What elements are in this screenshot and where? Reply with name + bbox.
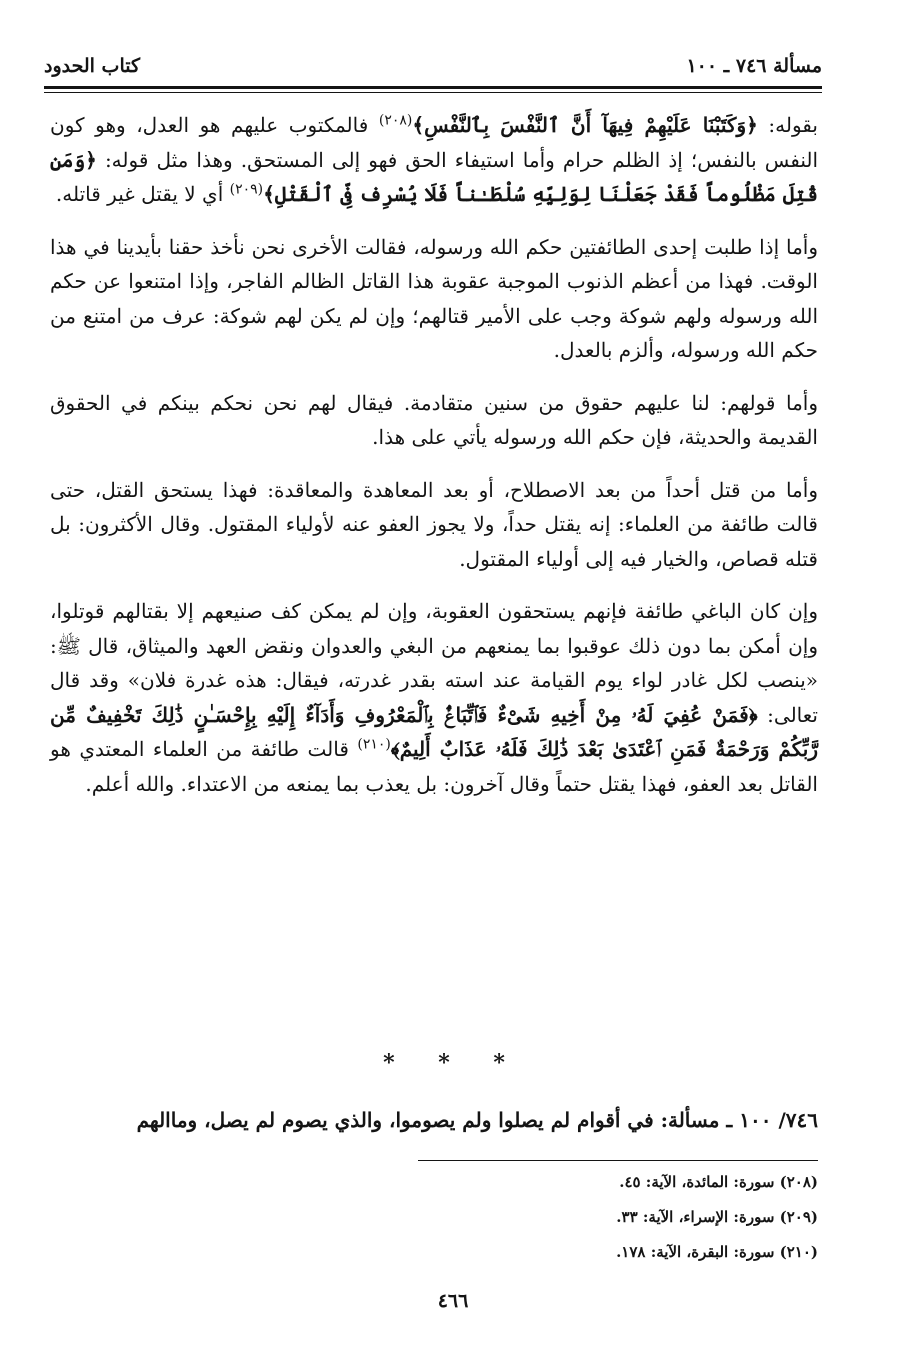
- quran-verse: ﴿وَمَن قُتِلَ مَظْلُوماً فَقَدْ جَعَلْنَا لِوَلِيِّهِ سُلْطَـٰناً فَلَا يُسْرِف فِّى ٱلْقَتْلِ﴾: [50, 147, 818, 206]
- footnote-208: (٢٠٨) سورة: المائدة، الآية: ٤٥.: [619, 1173, 818, 1191]
- footnote-210: (٢١٠) سورة: البقرة، الآية: ١٧٨.: [616, 1243, 818, 1261]
- text-run: وأما إذا طلبت إحدى الطائفتين حكم الله ورسوله، فقالت الأخرى نحن نأخذ حقنا بأيدينا في هذا الوقت. فهذا من أعظم الذنوب الموجبة عقوبة هذا القاتل الظالم الفاجر، وإذا امتنعوا عن حكم الله ورسوله ولهم شوكة وجب على الأمير قتالهم؛ وإن لم يكن لهم شوكة: عرف من امتنع من حكم الله ورسوله، وألزم بالعدل.: [50, 234, 818, 362]
- footnote-rule: [418, 1160, 818, 1161]
- footnote-ref: (٢١٠): [357, 736, 391, 753]
- main-text: [50, 108, 818, 819]
- next-issue-heading: ٧٤٦/ ١٠٠ ـ مسألة: في أقوام لم يصلوا ولم يصوموا، والذي يصوم لم يصل، وماالهم: [136, 1108, 818, 1132]
- text-run: وأما من قتل أحداً من بعد الاصطلاح، أو بعد المعاهدة والمعاقدة: فهذا يستحق القتل، حتى قالت طائفة من العلماء: إنه يقتل حداً، ولا يجوز العفو عنه لأولياء المقتول. وقال الأكثرون: بل قتله قصاص، والخيار فيه إلى أولياء المقتول.: [50, 477, 818, 571]
- text-run: فالمكتوب عليهم هو العدل، وهو كون النفس بالنفس؛ إذ الظلم حرام وأما استيفاء الحق فهو إلى المستحق. وهذا مثل قوله:: [50, 113, 818, 172]
- text-run: بقوله:: [757, 113, 818, 137]
- running-header: [44, 48, 822, 84]
- section-separator: * * *: [383, 1050, 523, 1076]
- header-rule-thick: [44, 86, 822, 89]
- footnote-ref: (٢٠٩): [229, 181, 264, 198]
- paragraph: [50, 594, 818, 801]
- text-run: قالت طائفة من العلماء المعتدي هو القاتل بعد العفو، فهذا يقتل حتماً وقال آخرون: بل يعذب بما يمنعه من الاعتداء. والله أعلم.: [50, 737, 818, 796]
- text-run: أي لا يقتل غير قاتله.: [55, 182, 230, 206]
- paragraph: [50, 386, 818, 455]
- quran-verse: ﴿وَكَتَبْنَا عَلَيْهِمْ فِيهَآ أَنَّ ٱلنَّفْسَ بِٱلنَّفْسِ﴾: [412, 113, 758, 137]
- text-run: وإن كان الباغي طائفة فإنهم يستحقون العقوبة، وإن لم يمكن كف صنيعهم إلا بقتالهم قوتلوا، وإن أمكن بما دون ذلك عوقبوا بما يمنعهم من البغي والعدوان ونقض العهد والميثاق، قال ﷺ: «ينصب لكل غادر لواء يوم القيامة عند استه بقدر غدرته، فيقال: هذه غدرة فلان» وقد قال تعالى:: [50, 599, 819, 727]
- header-rule-thin: [44, 92, 822, 93]
- header-issue-ref: مسألة ٧٤٦ ـ ١٠٠: [686, 55, 822, 77]
- footnote-209: (٢٠٩) سورة: الإسراء، الآية: ٣٣.: [616, 1208, 818, 1226]
- header-book-title: كتاب الحدود: [44, 55, 141, 77]
- paragraph: [50, 473, 818, 577]
- footnote-ref: (٢٠٨): [378, 112, 413, 129]
- text-run: وأما قولهم: لنا عليهم حقوق من سنين متقادمة. فيقال لهم نحن نحكم بينكم في الحقوق القديمة والحديثة، فإن حكم الله ورسوله يأتي على هذا.: [50, 390, 818, 449]
- footnotes: [300, 1165, 818, 1270]
- quran-verse: ﴿فَمَنْ عُفِيَ لَهُۥ مِنْ أَخِيهِ شَىْءٌ فَٱتِّبَاعٌۢ بِٱلْمَعْرُوفِ وَأَدَآءٌ إِلَيْهِ بِإِحْسَـٰنٍ ذَٰلِكَ تَخْفِيفٌ مِّن رَّبِّكُمْ وَرَحْمَةٌ فَمَنِ ٱعْتَدَىٰ بَعْدَ ذَٰلِكَ فَلَهُۥ عَذَابٌ أَلِيمٌ﴾: [50, 702, 818, 761]
- paragraph: [50, 230, 818, 368]
- paragraph: [50, 108, 818, 212]
- page-number: ٤٦٦: [437, 1290, 469, 1312]
